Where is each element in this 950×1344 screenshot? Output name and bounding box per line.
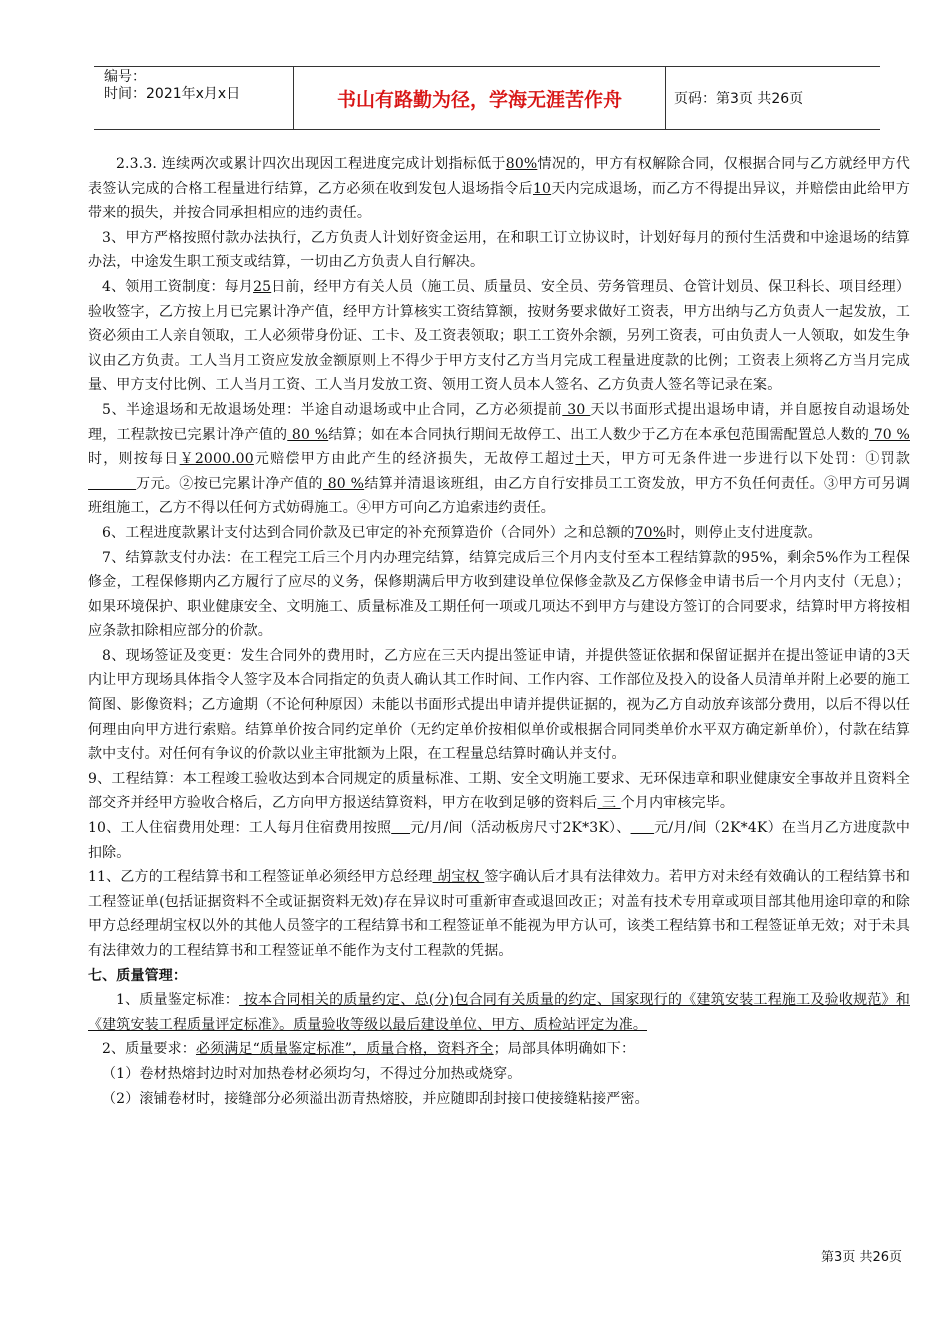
clause-5-withdrawal: 5、半途退场和无故退场处理：半途自动退场或中止合同，乙方必须提前 30 天以书面形式提出退场申请，并自愿按自动退场处理，工程款按已完累计净产值的 80 %结算；如在本合同执行期间无故停工、出工人数少于乙方在本承包范围需配置总人数的 70 %时，则按每日￥2000.00元赔偿甲方由此产生的经济损失，无故停工超过十天，甲方可无条件进一步进行以下处罚：①罚款 万元。②按已完累计净产值的 80 %结算并清退该班组，由乙方自行安排员工工资发放，甲方不负任何责任。③甲方可另调班组施工，乙方不得以任何方式妨碍施工。④甲方可向乙方追索违约责任。 [88, 401, 911, 517]
clause-8-site-visa: 8、现场签证及变更：发生合同外的费用时，乙方应在三天内提出签证申请，并提供签证依据和保留证据并在提出签证申请的3天内让甲方现场具体指令人签字及本合同指定的负责人确认其工作时间、工作内容、工作部位及投入的设备人员清单并附上必要的施工简图、影像资料；乙方逾期（不论何种原因）未能以书面形式提出申请并提供证据的，视为乙方自动放弃该部分费用，以后不得以任何理由向甲方进行索赔。结算单价按合同约定单价（无约定单价按相似单价或根据合同同类单价水平双方确定新单价），付款在结算款中支付。对任何有争议的价款以业主审批额为上限，在工程量总结算时确认并支付。 [88, 647, 910, 763]
page-header [94, 66, 880, 130]
clause-9-settlement: 9、工程结算：本工程竣工验收达到本合同规定的质量标准、工期、安全文明施工要求、无环保违章和职业健康安全事故并且资料全部交齐并经甲方验收合格后，乙方向甲方报送结算资料，甲方在收到足够的资料后 三 个月内审核完毕。 [88, 770, 910, 812]
document-date: 时间：2021年x月x日 [104, 86, 241, 102]
header-page-number: 页码：第3页 共26页 [674, 91, 804, 107]
section-7-heading: 七、质量管理： [88, 967, 188, 984]
quality-standard: 1、质量鉴定标准： 按本合同相关的质量约定、总(分)包合同有关质量的约定、国家现行的《建筑安装工程施工及验收规范》和《建筑安装工程质量评定标准》。质量验收等级以最后建设单位、甲方、质检站评定为准。 [88, 992, 910, 1033]
quality-item-2: （2）滚铺卷材时，接缝部分必须溢出沥青热熔胶，并应随即刮封接口使接缝粘接严密。 [102, 1090, 649, 1107]
header-motto: 书山有路勤为径，学海无涯苦作舟 [294, 67, 666, 129]
clause-6-progress-payment: 6、工程进度款累计支付达到合同价款及已审定的补充预算造价（合同外）之和总额的70%时，则停止支付进度款。 [102, 524, 822, 541]
document-number: 编号： [104, 69, 146, 85]
clause-4-wage-system: 4、领用工资制度：每月25日前，经甲方有关人员（施工员、质量员、安全员、劳务管理员、仓管计划员、保卫科长、项目经理）验收签字，乙方按上月已完累计净产值，经甲方计算核实工资结算额，按财务要求做好工资表，甲方出纳与乙方负责人一起发放，工资必须由工人亲自领取，工人必须带身份证、工卡、及工资表领取；职工工资外余额，另列工资表，可由负责人一人领取，如发生争议由乙方负责。工人当月工资应发放金额原则上不得少于甲方支付乙方当月完成工程量进度款的比例；工资表上须将乙方当月完成量、甲方支付比例、工人当月工资、工人当月发放工资、领用工资人员本人签名、乙方负责人签名等记录在案。 [88, 278, 910, 394]
quality-item-1: （1）卷材热熔封边时对加热卷材必须均匀，不得过分加热或烧穿。 [102, 1065, 522, 1082]
clause-11-signature: 11、乙方的工程结算书和工程签证单必须经甲方总经理 胡宝权 签字确认后才具有法律效力。若甲方对未经有效确认的工程结算书和工程签证单(包括证据资料不全或证据资料无效)存在异议时可重新审查或退回改正；对盖有技术专用章或项目部其他用途印章的和除甲方总经理胡宝权以外的其他人员签字的工程结算书和工程签证单不能视为甲方认可，该类工程结算书和工程签证单无效；对于未具有法律效力的工程结算书和工程签证单不能作为支付工程款的凭据。 [88, 869, 911, 959]
clause-2-3-3: 2.3.3. 连续两次或累计四次出现因工程进度完成计划指标低于80%情况的，甲方有权解除合同，仅根据合同与乙方就经甲方代表签认完成的合格工程量进行结算，乙方必须在收到发包人退场指令后10天内完成退场，而乙方不得提出异议，并赔偿由此给甲方带来的损失，并按合同承担相应的违约责任。 [88, 156, 911, 222]
document-body [88, 152, 910, 1111]
clause-7-settlement-payment: 7、结算款支付办法：在工程完工后三个月内办理完结算，结算完成后三个月内支付至本工程结算款的95%，剩余5%作为工程保修金，工程保修期内乙方履行了应尽的义务，保修期满后甲方收到建设单位保修金款及乙方保修金申请书后一个月内支付（无息）；如果环境保护、职业健康安全、文明施工、质量标准及工期任何一项或几项达不到甲方与建设方签订的合同要求，结算时甲方将按相应条款扣除相应部分的价款。 [88, 549, 910, 640]
quality-requirement: 2、质量要求：必须满足“质量鉴定标准”，质量合格，资料齐全；局部具体明确如下： [102, 1041, 636, 1058]
clause-3: 3、甲方严格按照付款办法执行，乙方负责人计划好资金运用，在和职工订立协议时，计划好每月的预付生活费和中途退场的结算办法，中途发生职工预支或结算，一切由乙方负责人自行解决。 [88, 229, 910, 271]
header-meta [94, 67, 294, 129]
clause-10-lodging: 10、工人住宿费用处理：工人每月住宿费用按照 元/月/间（活动板房尺寸2K*3K）、 元/月/间（2K*4K）在当月乙方进度款中扣除。 [88, 820, 910, 861]
page-footer: 第3页 共26页 [821, 1250, 902, 1265]
